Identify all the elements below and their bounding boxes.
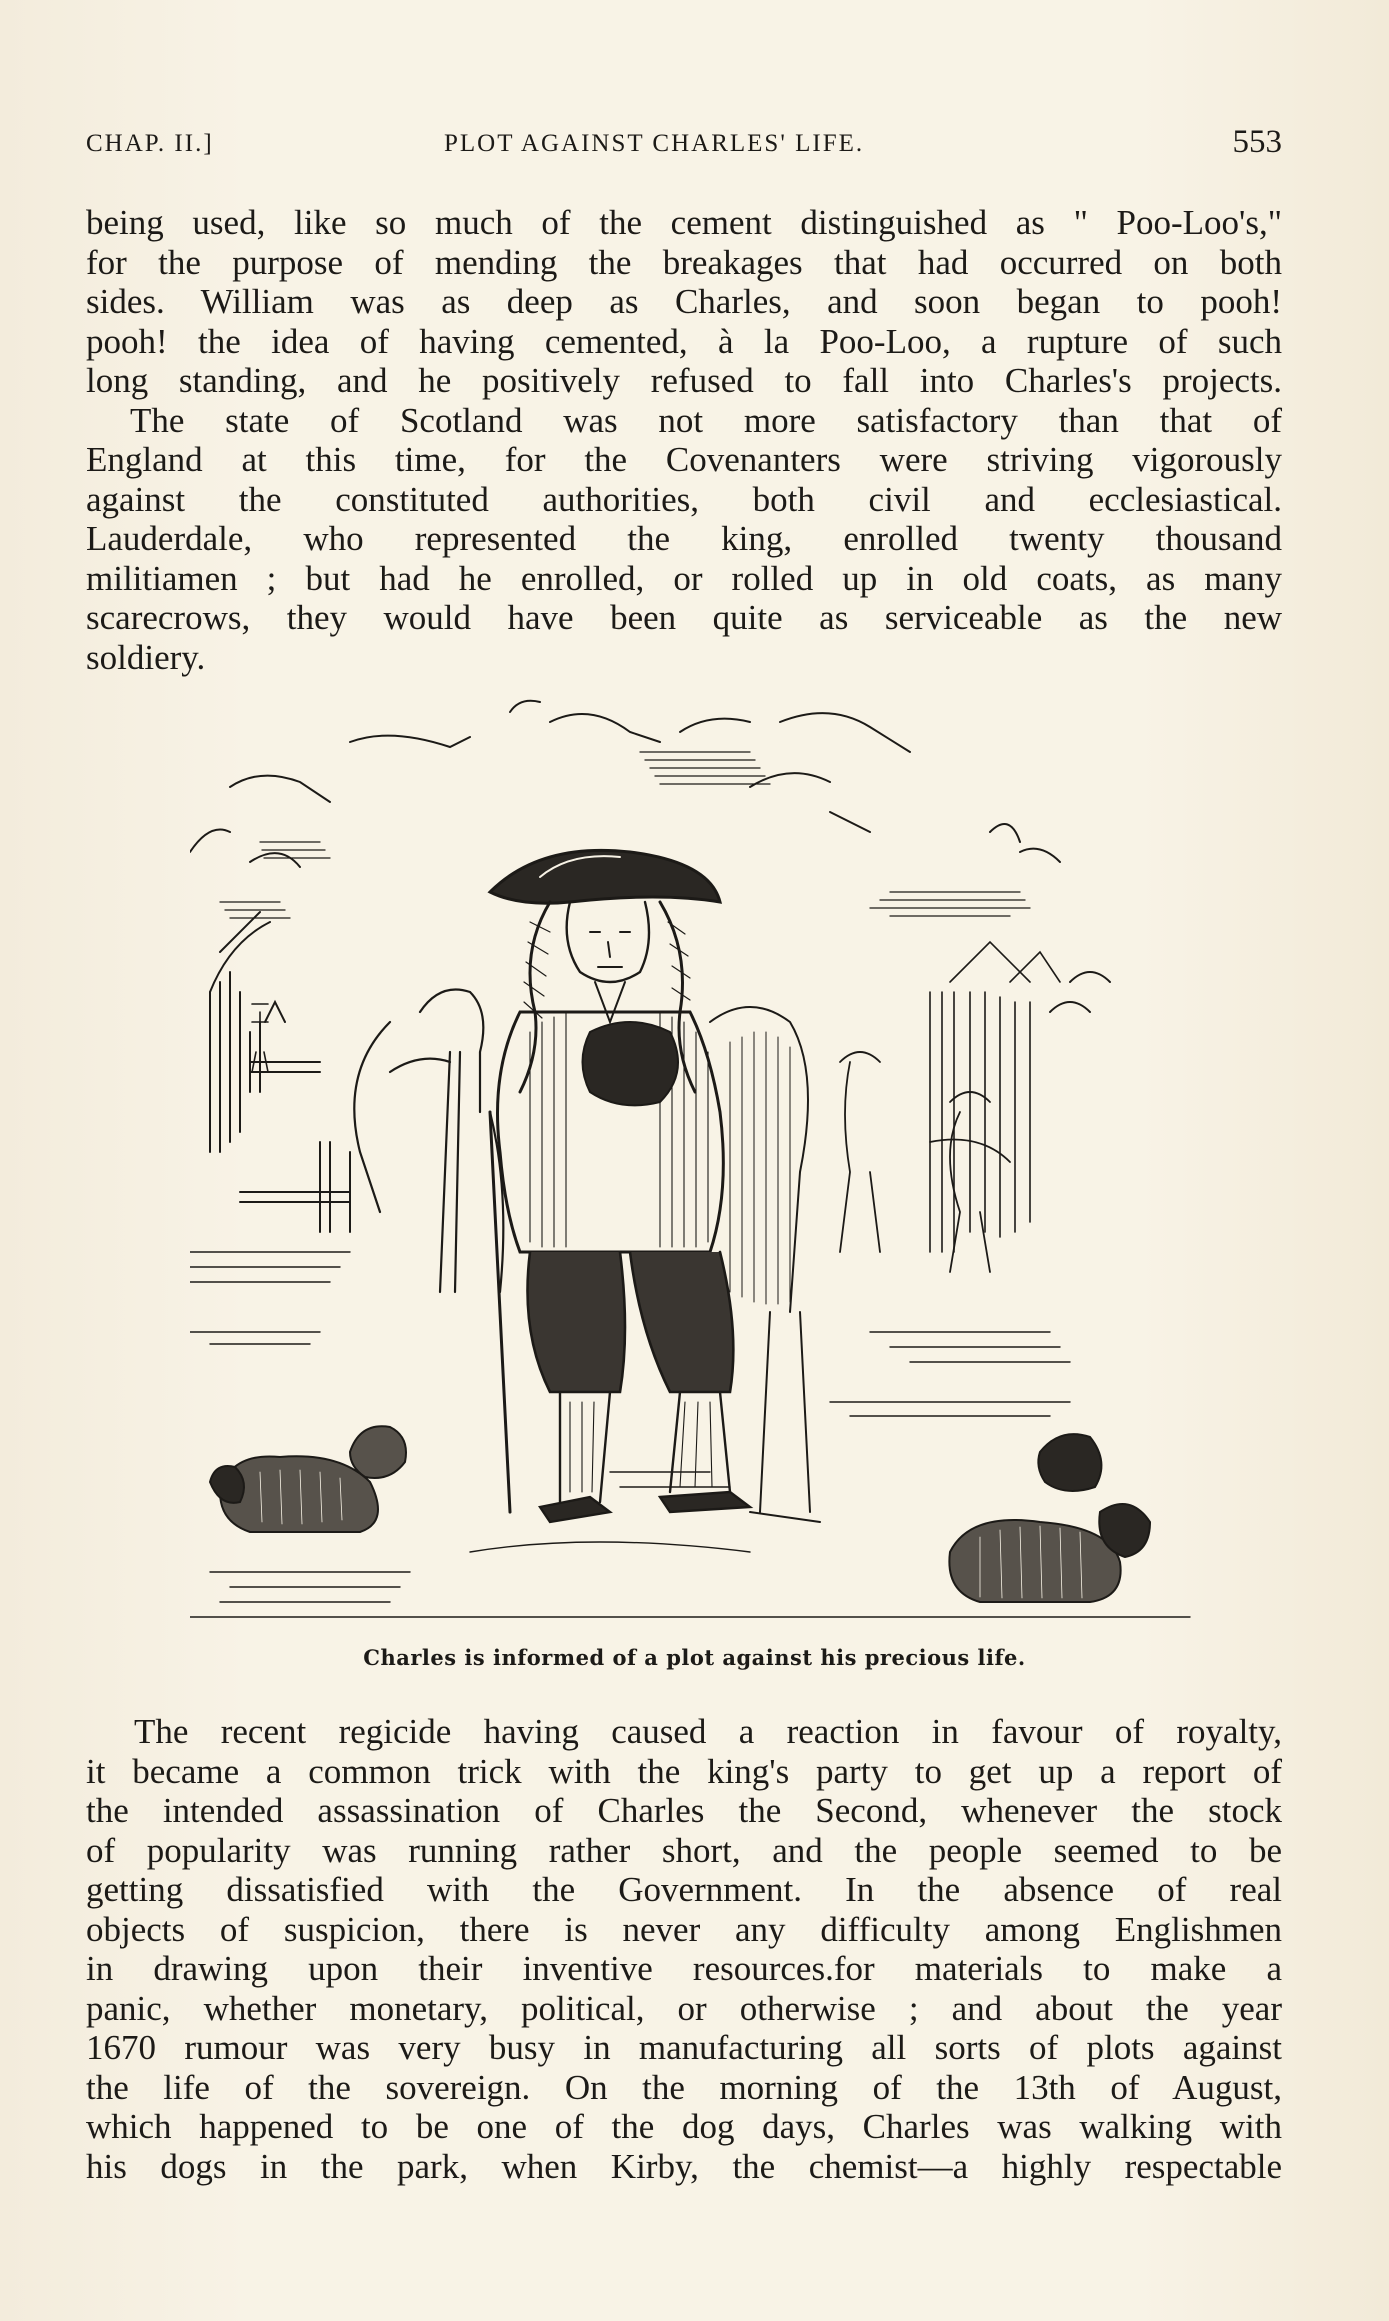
text-line: scarecrows, they would have been quite as serviceable as the new <box>86 598 1282 637</box>
text-line: being used, like so much of the cement distinguished as " Poo-Loo's," <box>86 203 1282 242</box>
text-line: it became a common trick with the king's party to get up a report of <box>86 1751 1282 1791</box>
dog-center <box>350 1426 406 1478</box>
text-line: Lauderdale, who represented the king, enrolled twenty thousand <box>86 519 1282 558</box>
text-line: objects of suspicion, there is never any difficulty among Englishmen <box>86 1909 1282 1949</box>
text-line: England at this time, for the Covenanters were striving vigorously <box>86 440 1282 479</box>
text-line: long standing, and he positively refused to fall into Charles's projects. <box>86 361 1282 400</box>
text-line: for the purpose of mending the breakages that had occurred on both <box>86 242 1282 282</box>
text-line: of popularity was running rather short, and the people seemed to be <box>86 1830 1282 1870</box>
running-head <box>86 126 1282 166</box>
paragraph-top <box>86 203 1282 677</box>
king-charles-figure <box>490 850 750 1522</box>
text-line: against the constituted authorities, both civil and ecclesiastical. <box>86 479 1282 519</box>
attendant-figure <box>710 1007 820 1522</box>
running-title: PLOT AGAINST CHARLES' LIFE. <box>444 130 865 157</box>
text-line: the intended assassination of Charles the Second, whenever the stock <box>86 1791 1282 1830</box>
text-line: his dogs in the park, when Kirby, the chemist—a highly respectable <box>86 2146 1282 2186</box>
courtier-figure <box>354 990 503 1293</box>
figure-caption: Charles is informed of a plot against his precious life. <box>363 1645 1026 1670</box>
text-line: which happened to be one of the dog days, Charles was walking with <box>86 2107 1282 2146</box>
chapter-label: CHAP. II.] <box>86 130 214 157</box>
text-line: The state of Scotland was not more satisfactory than that of <box>130 400 1282 440</box>
text-line: militiamen ; but had he enrolled, or rolled up in old coats, as many <box>86 558 1282 598</box>
engraving-illustration <box>190 692 1200 1632</box>
right-scenery <box>930 942 1060 1252</box>
text-line: The recent regicide having caused a reaction in favour of royalty, <box>134 1712 1282 1751</box>
dog-right <box>949 1434 1150 1602</box>
text-line: the life of the sovereign. On the morning of the 13th of August, <box>86 2067 1282 2107</box>
text-line: sides. William was as deep as Charles, and soon began to pooh! <box>86 282 1282 321</box>
text-line: getting dissatisfied with the Government. In the absence of real <box>86 1870 1282 1909</box>
dog-left <box>210 1456 378 1532</box>
text-line: pooh! the idea of having cemented, à la Poo-Loo, a rupture of such <box>86 321 1282 361</box>
text-line: soldiery. <box>86 637 206 677</box>
text-line: 1670 rumour was very busy in manufacturing all sorts of plots against <box>86 2028 1282 2067</box>
text-line: panic, whether monetary, political, or otherwise ; and about the year <box>86 1988 1282 2028</box>
paragraph-bottom <box>86 1712 1282 2186</box>
text-line: in drawing upon their inventive resources.for materials to make a <box>86 1949 1282 1988</box>
left-scenery <box>210 912 350 1232</box>
page-number: 553 <box>1232 124 1282 160</box>
